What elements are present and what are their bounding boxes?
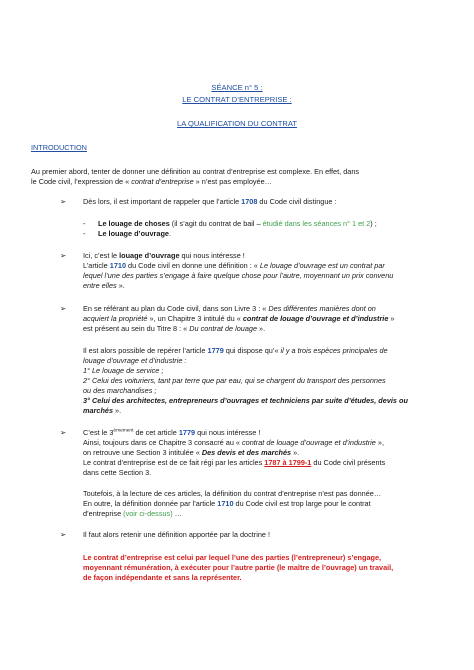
definition-note-line-2: En outre, la définition donnée par l’article 1710 du Code civil est trop large pour le contrat (83, 499, 371, 508)
dash-2-text: Le louage d’ouvrage. (98, 229, 171, 238)
definition-note-line-1: Toutefois, à la lecture de ces articles, la définition du contrat d’entreprise n’est pas donnée… (83, 489, 382, 498)
bullet-3-line-1: En se référant au plan du Code civil, dans son Livre 3 : « Des différentes manières dont on (83, 304, 376, 313)
article-1779-line-1: Il est alors possible de repérer l’article 1779 qui dispose qu’« il y a trois espèces principales de (83, 346, 388, 355)
arrow-bullet-icon: ➢ (60, 251, 67, 260)
dash-2-marker: - (83, 229, 86, 238)
article-1779-line-2: louage d’ouvrage et d’industrie : (83, 356, 187, 365)
dash-1-text: Le louage de choses (il s’agit du contrat de bail – étudié dans les séances n° 1 et 2) ; (98, 219, 377, 228)
bullet-1-text: Dès lors, il est important de rappeler que l’article 1708 du Code civil distingue : (83, 197, 337, 206)
bullet-2-line-4: entre elles ». (83, 281, 125, 290)
doctrine-definition-line-3: de façon indépendante et sans la représenter. (83, 573, 242, 582)
article-1779-line-4: 2° Celui des voituriers, tant par terre que par eau, qui se chargent du transport des personnes (83, 376, 386, 385)
introduction-heading: INTRODUCTION (31, 143, 87, 152)
bullet-4-line-3: on retrouve une Section 3 intitulée « Des devis et des marchés ». (83, 448, 300, 457)
qualification-title: LA QUALIFICATION DU CONTRAT (177, 119, 297, 128)
bullet-3-line-2: acquiert la propriété », un Chapitre 3 intitulé du « contrat de louage d’ouvrage et d’industrie » (83, 314, 395, 323)
bullet-4-line-4: Le contrat d’entreprise est de ce fait régi par les articles 1787 à 1799-1 du Code civil présents (83, 458, 386, 467)
bullet-2-line-1: Ici, c’est le louage d’ouvrage qui nous intéresse ! (83, 251, 245, 260)
definition-note-line-3: d’entreprise (voir ci-dessus) … (83, 509, 182, 518)
arrow-bullet-icon: ➢ (60, 197, 67, 206)
article-1779-line-5: ou des marchandises ; (83, 386, 157, 395)
article-1779-line-6: 3° Celui des architectes, entrepreneurs d’ouvrages et techniciens par suite d’études, devis ou (83, 396, 408, 405)
seance-title: SÉANCE n° 5 : (211, 83, 263, 92)
doctrine-definition-line-1: Le contrat d’entreprise est celui par lequel l’une des parties (l’entrepreneur) s’engage, (83, 553, 382, 562)
bullet-4-line-2: Ainsi, toujours dans ce Chapitre 3 consacré au « contrat de louage d’ouvrage et d’industrie », (83, 438, 384, 447)
bullet-4-line-1: C’est le $3^{èmement}$ de cet article 1779 qui nous intéresse ! (83, 428, 261, 437)
article-1779-line-3: 1° Le louage de service ; (83, 366, 164, 375)
bullet-3-line-3: est présent au sein du Titre 8 : « Du contrat de louage ». (83, 324, 266, 333)
intro-line-2: le Code civil, l’expression de « contrat d’entreprise » n’est pas employée… (31, 177, 272, 186)
bullet-2-line-3: lequel l’une des parties s’engage à faire quelque chose pour l’autre, moyennant un prix convenu (83, 271, 394, 280)
article-1779-line-7: marchés ». (83, 406, 122, 415)
intro-line-1: Au premier abord, tenter de donner une définition au contrat d’entreprise est complexe. En effet, dans (31, 167, 360, 176)
bullet-2-line-2: L’article 1710 du Code civil en donne une définition : « Le louage d’ouvrage est un contrat par (83, 261, 385, 270)
arrow-bullet-icon: ➢ (60, 530, 67, 539)
arrow-bullet-icon: ➢ (60, 428, 67, 437)
contract-subtitle: LE CONTRAT D’ENTREPRISE : (182, 95, 292, 104)
dash-1-marker: - (83, 219, 86, 228)
arrow-bullet-icon: ➢ (60, 304, 67, 313)
doctrine-definition-line-2: moyennant rémunération, à exécuter pour l’autre partie (le maître de l’ouvrage) un travail, (83, 563, 394, 572)
bullet-4-line-5: dans cette Section 3. (83, 468, 152, 477)
bullet-5-text: Il faut alors retenir une définition apportée par la doctrine ! (83, 530, 270, 539)
